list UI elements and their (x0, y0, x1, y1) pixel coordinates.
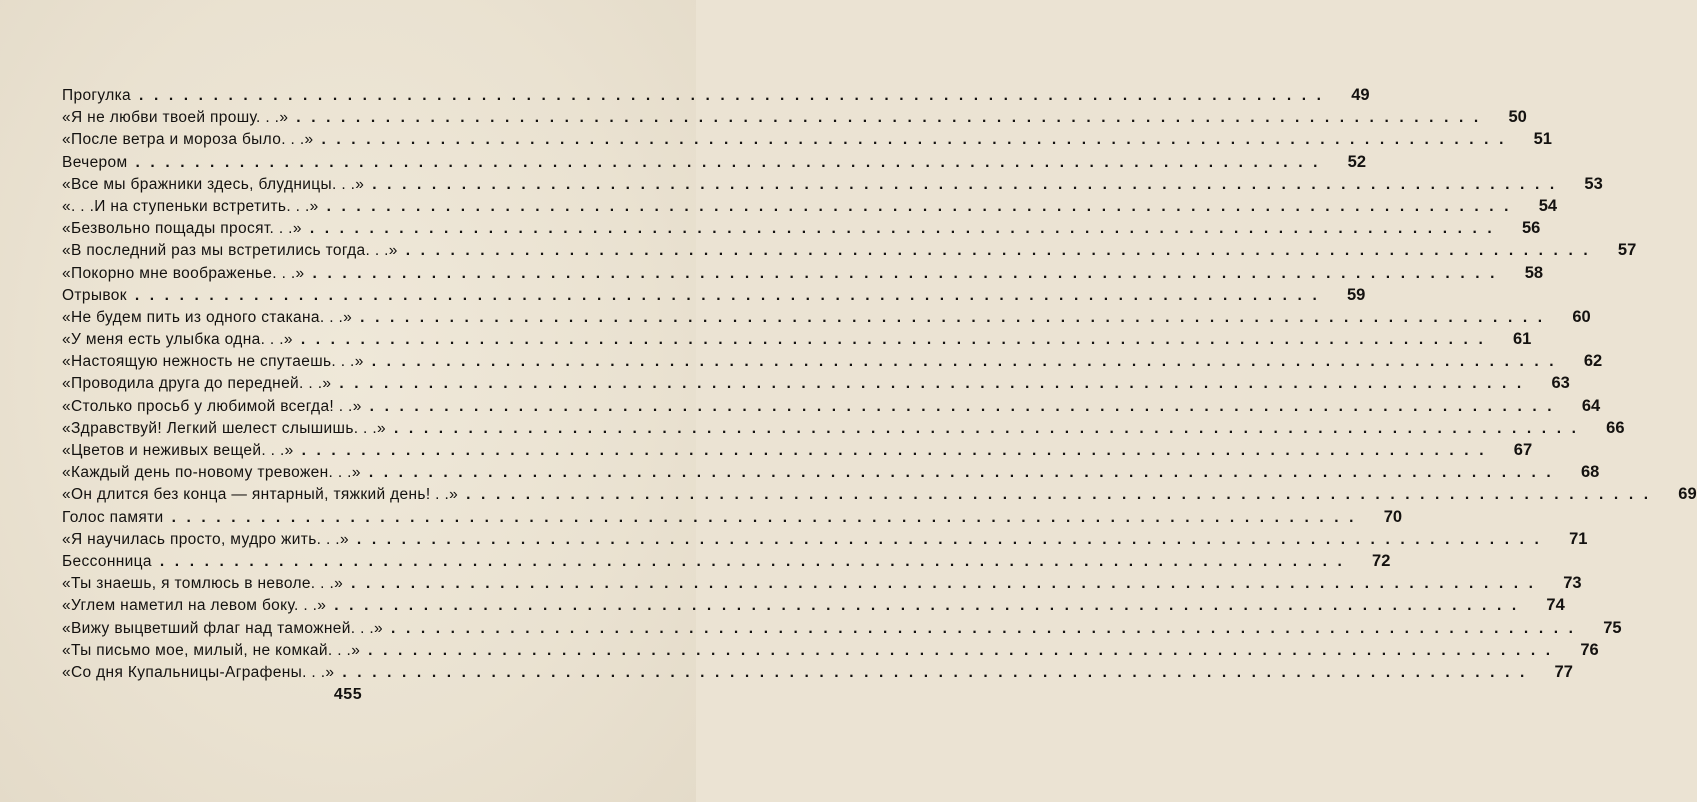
entry-page-number: 73 (1563, 574, 1582, 593)
toc-entry (62, 128, 1552, 150)
dot-leader: ................................................................................ (405, 242, 1599, 260)
dot-leader: ................................................................................ (326, 197, 1520, 215)
dot-leader: ................................................................................ (135, 153, 1329, 171)
dot-leader: ................................................................................ (334, 597, 1527, 615)
toc-entry (62, 350, 1603, 372)
entry-title: «. . .И на ступеньки встретить. . .» (62, 197, 319, 215)
entry-title: Бессонница (62, 552, 152, 570)
toc-entry (62, 550, 1391, 572)
entry-title: Отрывок (62, 286, 127, 304)
toc-entry (62, 417, 1625, 439)
toc-entry (62, 506, 1403, 528)
entry-title: «Все мы бражники здесь, блудницы. . .» (62, 175, 365, 193)
dot-leader: ................................................................................ (309, 220, 1503, 238)
entry-title: «Не будем пить из одного стакана. . .» (62, 308, 353, 326)
dot-leader: ................................................................................ (296, 109, 1489, 127)
entry-title: «Я не любви твоей прошу. . .» (62, 109, 289, 127)
toc-entry (62, 284, 1366, 306)
dot-leader: ................................................................................ (342, 663, 1535, 681)
entry-title: «Вижу выцветший флаг над таможней. . .» (62, 619, 384, 637)
entry-title: «Углем наметил на левом боку. . .» (62, 597, 327, 615)
toc-entry (62, 572, 1582, 594)
table-of-contents (62, 84, 1697, 683)
dot-leader: ................................................................................ (369, 397, 1563, 415)
toc-entry (62, 395, 1601, 417)
entry-page-number: 62 (1583, 352, 1603, 371)
entry-title: «Столько просьб у любимой всегда! . .» (62, 397, 362, 415)
toc-entry (62, 594, 1565, 616)
dot-leader: ................................................................................ (321, 131, 1514, 149)
entry-page-number: 54 (1538, 196, 1558, 215)
page-number: 455 (333, 686, 363, 703)
entry-page-number: 52 (1347, 152, 1367, 171)
toc-entry (62, 217, 1541, 239)
entry-title: «Каждый день по-новому тревожен. . .» (62, 464, 361, 482)
toc-entry (62, 372, 1570, 394)
toc-entry (62, 461, 1600, 483)
toc-entry (62, 173, 1603, 195)
entry-page-number: 66 (1606, 418, 1625, 437)
toc-entry (62, 439, 1533, 461)
toc-entry (62, 239, 1637, 261)
toc-entry (62, 528, 1588, 550)
dot-leader: ................................................................................ (371, 353, 1565, 371)
entry-page-number: 63 (1551, 374, 1570, 393)
entry-title: «Настоящую нежность не спутаешь. . .» (62, 353, 364, 371)
toc-entry (62, 84, 1370, 106)
toc-entry (62, 306, 1591, 328)
dot-leader: ................................................................................ (134, 286, 1328, 304)
dot-leader: ................................................................................ (339, 375, 1532, 393)
entry-page-number: 67 (1513, 441, 1533, 459)
entry-title: Вечером (62, 153, 128, 171)
dot-leader: ................................................................................ (466, 486, 1659, 504)
dot-leader: ................................................................................ (394, 419, 1587, 437)
entry-page-number: 64 (1581, 396, 1601, 415)
entry-page-number: 76 (1580, 640, 1599, 659)
entry-page-number: 49 (1351, 86, 1370, 104)
entry-page-number: 57 (1617, 241, 1637, 260)
entry-page-number: 68 (1580, 463, 1600, 482)
toc-entry (62, 195, 1558, 217)
toc-entry (62, 328, 1532, 350)
entry-page-number: 61 (1513, 330, 1532, 349)
dot-leader: ................................................................................ (171, 508, 1365, 526)
toc-entry (62, 483, 1697, 505)
entry-page-number: 56 (1521, 219, 1541, 238)
entry-page-number: 59 (1347, 285, 1366, 304)
entry-title: «Покорно мне воображенье. . .» (62, 264, 305, 282)
entry-page-number: 60 (1572, 307, 1591, 326)
dot-leader: ................................................................................ (356, 530, 1550, 548)
entry-page-number: 51 (1533, 130, 1552, 149)
entry-title: «Я научилась просто, мудро жить. . .» (62, 530, 349, 548)
dot-leader: ................................................................................ (368, 641, 1561, 659)
dot-leader: ................................................................................ (159, 552, 1353, 570)
dot-leader: ................................................................................ (372, 175, 1565, 193)
entry-title: «В последний раз мы встретились тогда. . .» (62, 242, 398, 260)
dot-leader: ................................................................................ (368, 464, 1562, 482)
dot-leader: ................................................................................ (360, 308, 1553, 326)
dot-leader: ................................................................................ (139, 87, 1332, 104)
toc-entry (62, 262, 1544, 284)
toc-entry (62, 639, 1599, 661)
entry-title: «У меня есть улыбка одна. . .» (62, 331, 293, 349)
entry-page-number: 74 (1546, 596, 1565, 615)
dot-leader: ................................................................................ (301, 442, 1495, 459)
entry-title: Голос памяти (62, 508, 164, 526)
entry-page-number: 72 (1372, 551, 1391, 570)
entry-page-number: 69 (1678, 485, 1697, 504)
entry-title: «Ты знаешь, я томлюсь в неволе. . .» (62, 575, 344, 593)
entry-title: «Проводила друга до передней. . .» (62, 375, 332, 393)
entry-page-number: 70 (1383, 507, 1403, 526)
entry-title: «Со дня Купальницы-Аграфены. . .» (62, 663, 335, 681)
entry-title: «Безвольно пощады просят. . .» (62, 220, 302, 238)
toc-entry (62, 661, 1573, 683)
entry-page-number: 50 (1508, 108, 1527, 127)
entry-title: «Ты письмо мое, милый, не комкай. . .» (62, 641, 361, 659)
entry-page-number: 75 (1603, 618, 1622, 637)
entry-page-number: 71 (1569, 529, 1588, 548)
entry-title: «Цветов и неживых вещей. . .» (62, 442, 294, 459)
toc-entry (62, 106, 1527, 128)
dot-leader: ................................................................................ (312, 264, 1506, 282)
entry-title: «Он длится без конца — янтарный, тяжкий день! . .» (62, 486, 459, 504)
dot-leader: ................................................................................ (351, 575, 1544, 593)
dot-leader: ................................................................................ (300, 331, 1494, 349)
toc-entry (62, 617, 1622, 639)
dot-leader: ................................................................................ (391, 619, 1584, 637)
entry-page-number: 58 (1524, 263, 1544, 282)
entry-title: «После ветра и мороза было. . .» (62, 131, 314, 149)
toc-entry (62, 151, 1367, 173)
entry-title: Прогулка (62, 87, 132, 104)
entry-page-number: 53 (1584, 174, 1603, 193)
entry-page-number: 77 (1554, 662, 1573, 681)
entry-title: «Здравствуй! Легкий шелест слышишь. . .» (62, 419, 386, 437)
